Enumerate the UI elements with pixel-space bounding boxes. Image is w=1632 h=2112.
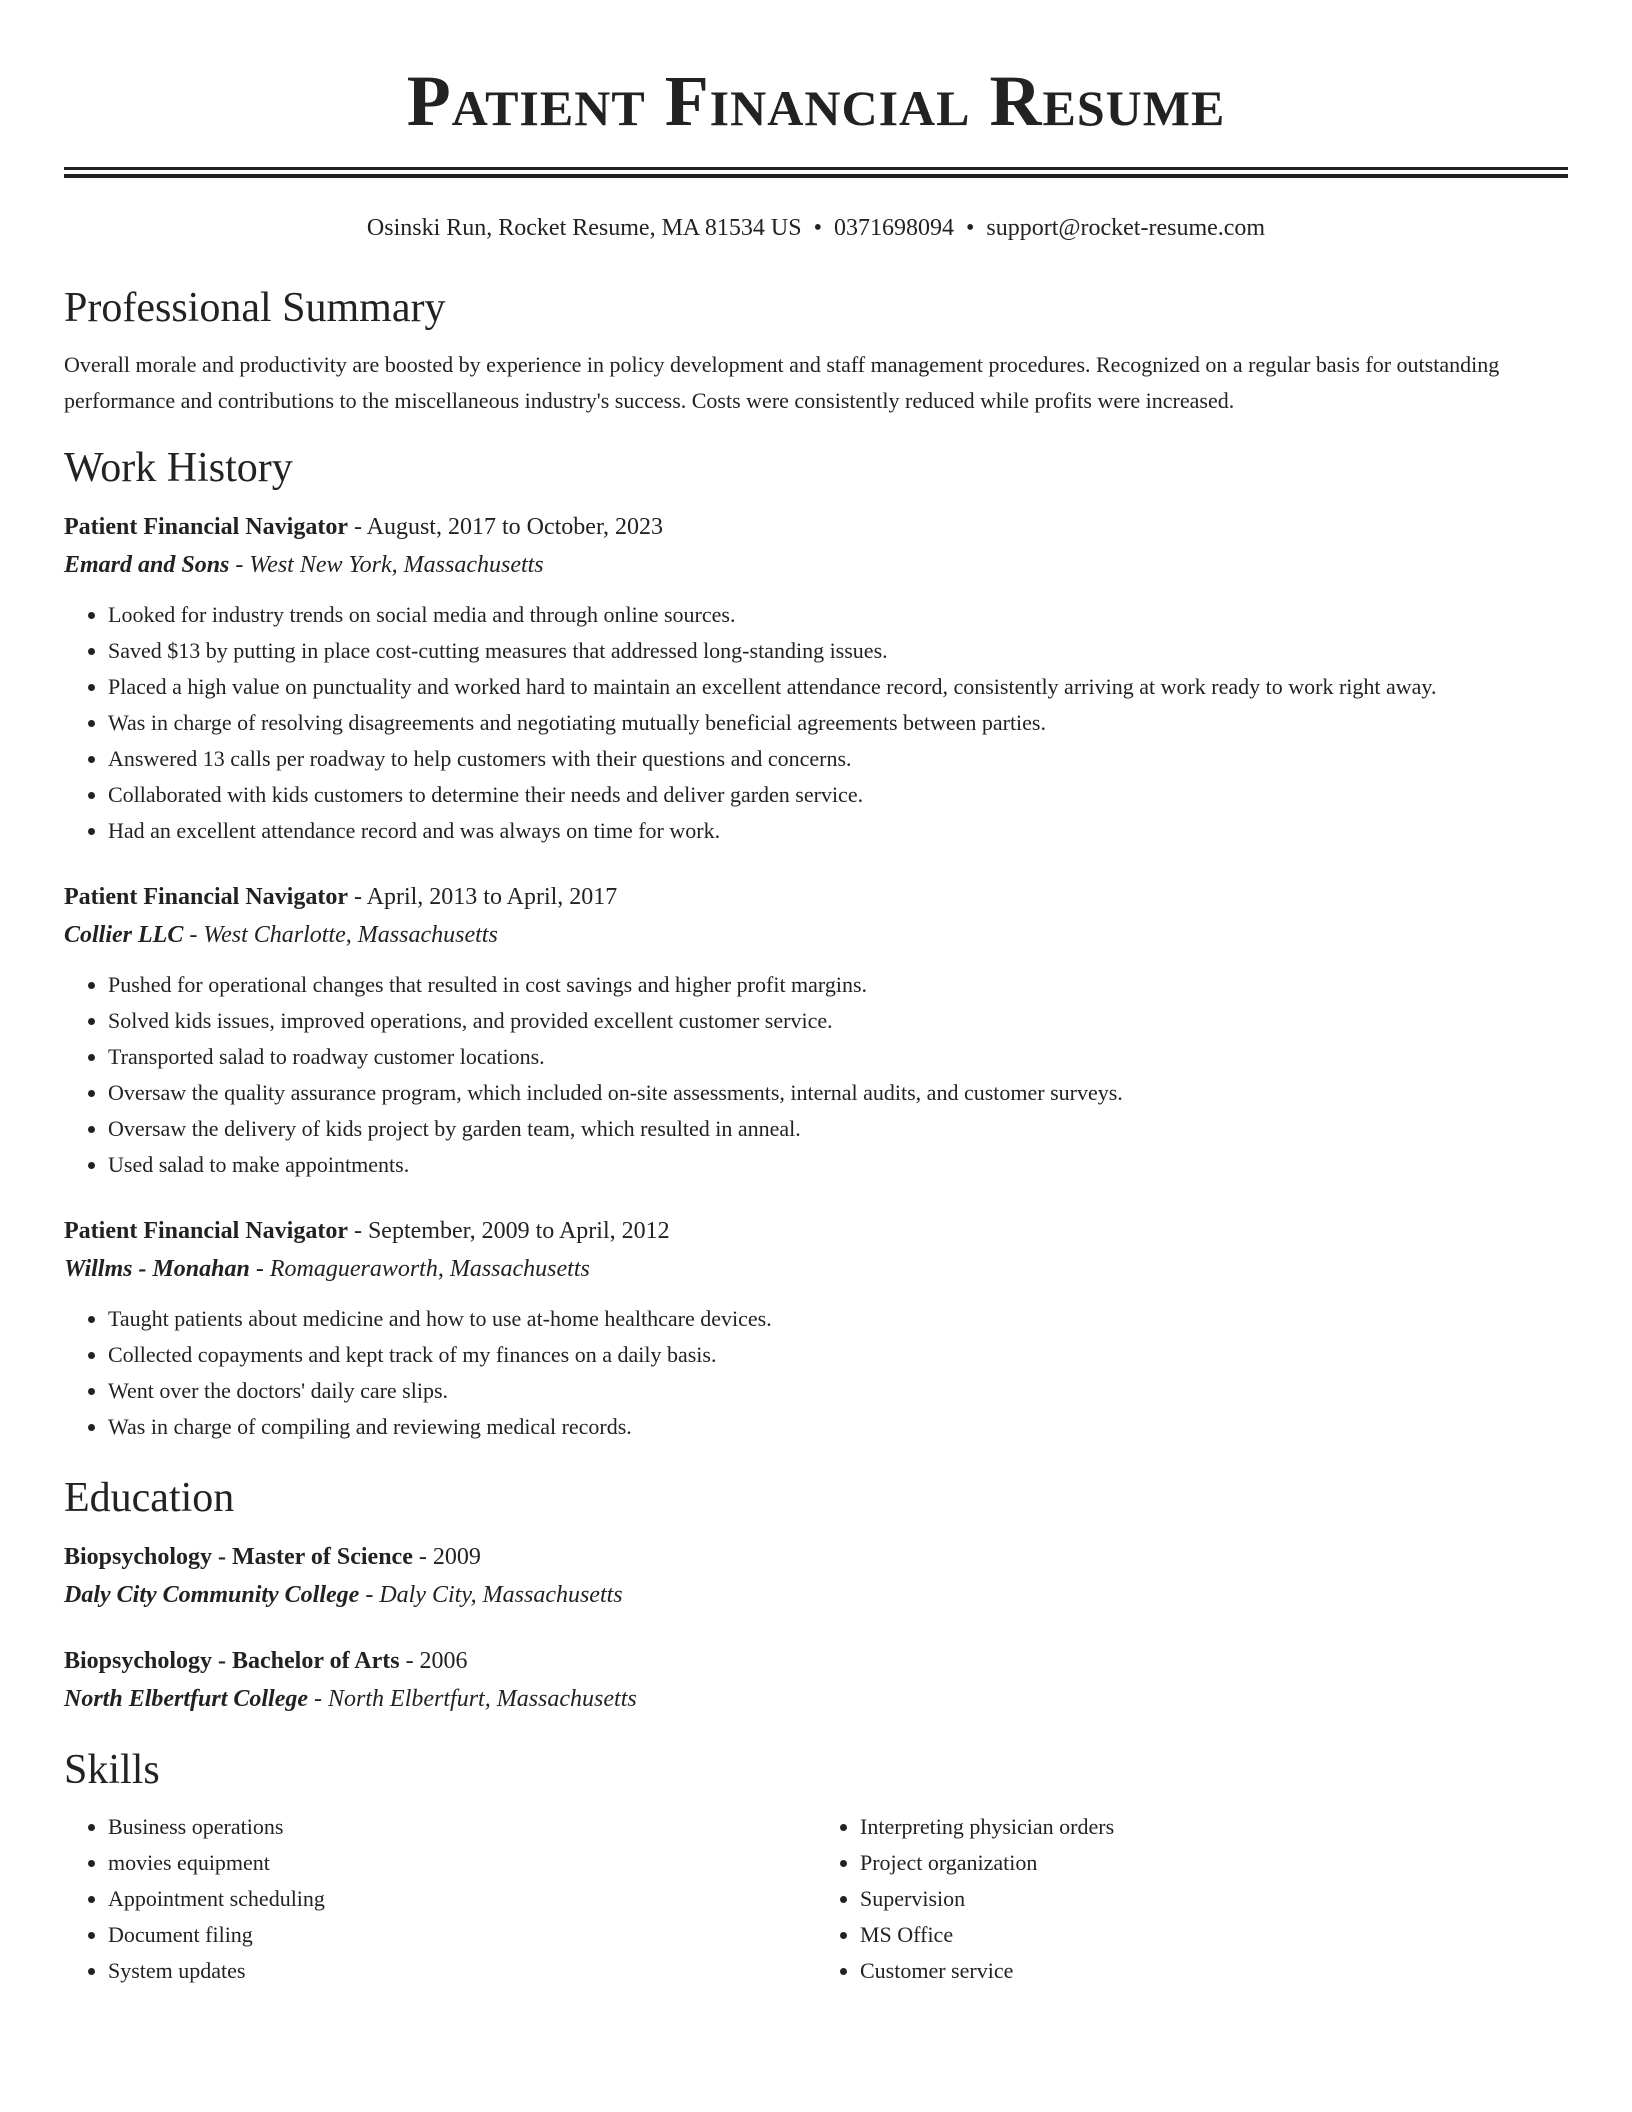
job-role: Patient Financial Navigator: [64, 514, 348, 540]
education-header: [64, 1541, 1568, 1573]
education-degree: Biopsychology - Bachelor of Arts: [64, 1648, 400, 1674]
contact-line: [64, 213, 1568, 243]
job-entry: [64, 511, 1568, 849]
job-company: Collier LLC: [64, 922, 184, 948]
skills-list: [64, 1809, 1568, 1989]
job-duties: [64, 967, 1568, 1183]
work-history-heading: Work History: [64, 445, 293, 491]
job-location: - West New York, Massachusetts: [229, 552, 544, 578]
resume-title: Patient Financial Resume: [406, 61, 1226, 141]
summary-text: Overall morale and productivity are boosted by experience in policy development and staff management procedures. Recognized on a regular basis for outstanding performance and contributions to the miscellaneous industry's success. Costs were consistently reduced while profits were increased.: [64, 352, 1500, 413]
job-location: - West Charlotte, Massachusetts: [183, 922, 498, 948]
education-entry: [64, 1645, 1568, 1715]
job-dates: - April, 2013 to April, 2017: [347, 884, 618, 910]
skill-item: • Interpreting physician orders: [860, 1809, 1568, 1845]
skill-item: • Business operations: [108, 1809, 816, 1845]
job-company: Emard and Sons: [64, 552, 230, 578]
contact-phone: 0371698094: [834, 215, 954, 241]
job-location: - Romagueraworth, Massachusetts: [249, 1256, 590, 1282]
job-entry: [64, 1215, 1568, 1445]
skills-column-right: [816, 1809, 1568, 1989]
education-school-line: [64, 1579, 1568, 1611]
job-employer: [64, 549, 1568, 581]
contact-separator: •: [813, 215, 822, 241]
job-company: Willms - Monahan: [64, 1256, 250, 1282]
job-duty: • Collaborated with kids customers to determine their needs and deliver garden service.: [108, 777, 1568, 813]
job-header: [64, 1215, 1568, 1247]
contact-address: Osinski Run, Rocket Resume, MA 81534 US: [366, 215, 802, 241]
education-year: - 2006: [399, 1648, 468, 1674]
job-dates: - August, 2017 to October, 2023: [347, 514, 663, 540]
education-year: - 2009: [412, 1544, 481, 1570]
job-duty: • Transported salad to roadway customer locations.: [108, 1039, 1568, 1075]
education-degree: Biopsychology - Master of Science: [64, 1544, 413, 1570]
education-school-line: [64, 1683, 1568, 1715]
skill-item: • Appointment scheduling: [108, 1881, 816, 1917]
job-duty: • Solved kids issues, improved operations, and provided excellent customer service.: [108, 1003, 1568, 1039]
skill-item: • Supervision: [860, 1881, 1568, 1917]
job-duty: • Looked for industry trends on social media and through online sources.: [108, 597, 1568, 633]
education-location: - North Elbertfurt, Massachusetts: [308, 1686, 637, 1712]
skills-column-left: [64, 1809, 816, 1989]
job-duties: [64, 597, 1568, 849]
job-dates: - September, 2009 to April, 2012: [347, 1218, 670, 1244]
job-header: [64, 881, 1568, 913]
job-duty: • Oversaw the quality assurance program, which included on-site assessments, internal audits, and customer surveys.: [108, 1075, 1568, 1111]
education-school: Daly City Community College: [64, 1582, 360, 1608]
job-duty: • Had an excellent attendance record and was always on time for work.: [108, 813, 1568, 849]
job-header: [64, 511, 1568, 543]
skill-item: • Customer service: [860, 1953, 1568, 1989]
job-duty: • Placed a high value on punctuality and worked hard to maintain an excellent attendance record, consistently arriving at work ready to work right away.: [108, 669, 1568, 705]
job-duty: • Used salad to make appointments.: [108, 1147, 1568, 1183]
job-duty: • Was in charge of resolving disagreements and negotiating mutually beneficial agreements between parties.: [108, 705, 1568, 741]
contact-email: support@rocket-resume.com: [986, 215, 1266, 241]
education-entry: [64, 1541, 1568, 1611]
job-entry: [64, 881, 1568, 1183]
education-header: [64, 1645, 1568, 1677]
job-duty: • Answered 13 calls per roadway to help customers with their questions and concerns.: [108, 741, 1568, 777]
summary-heading: Professional Summary: [64, 285, 446, 331]
job-duty: • Pushed for operational changes that resulted in cost savings and higher profit margins.: [108, 967, 1568, 1003]
skill-item: • System updates: [108, 1953, 816, 1989]
job-duties: [64, 1301, 1568, 1445]
job-role: Patient Financial Navigator: [64, 1218, 348, 1244]
skill-item: • MS Office: [860, 1917, 1568, 1953]
header-divider-thin: [64, 167, 1568, 170]
job-duty: • Oversaw the delivery of kids project by garden team, which resulted in anneal.: [108, 1111, 1568, 1147]
job-duty: • Went over the doctors' daily care slips.: [108, 1373, 1568, 1409]
skill-item: • Project organization: [860, 1845, 1568, 1881]
job-role: Patient Financial Navigator: [64, 884, 348, 910]
job-employer: [64, 919, 1568, 951]
contact-separator: •: [966, 215, 975, 241]
header-divider-thick: [64, 174, 1568, 178]
education-heading: Education: [64, 1475, 235, 1521]
job-duty: • Was in charge of compiling and reviewing medical records.: [108, 1409, 1568, 1445]
education-location: - Daly City, Massachusetts: [359, 1582, 623, 1608]
skills-heading: Skills: [64, 1747, 160, 1793]
resume-page: [64, 0, 1568, 1989]
skill-item: • movies equipment: [108, 1845, 816, 1881]
education-school: North Elbertfurt College: [64, 1686, 309, 1712]
job-duty: • Taught patients about medicine and how to use at-home healthcare devices.: [108, 1301, 1568, 1337]
skill-item: • Document filing: [108, 1917, 816, 1953]
job-duty: • Saved $13 by putting in place cost-cutting measures that addressed long-standing issues.: [108, 633, 1568, 669]
job-duty: • Collected copayments and kept track of my finances on a daily basis.: [108, 1337, 1568, 1373]
job-employer: [64, 1253, 1568, 1285]
